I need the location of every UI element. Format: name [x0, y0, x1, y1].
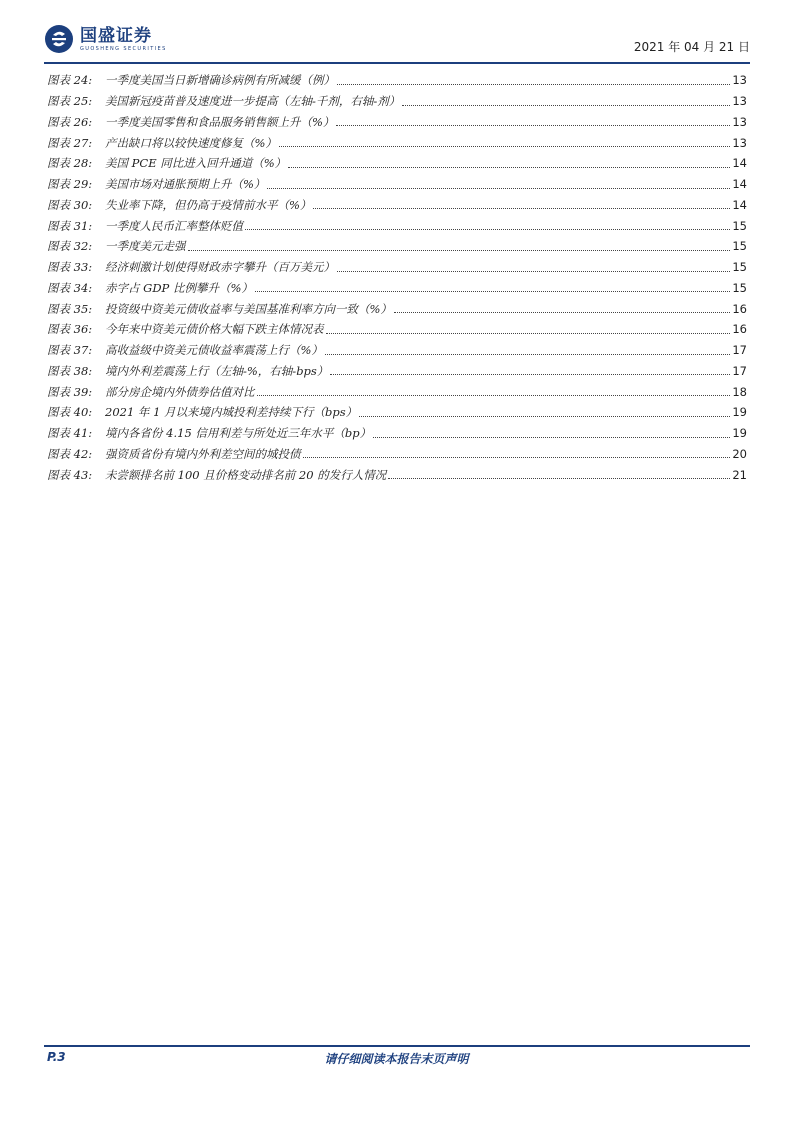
toc-leader-dots	[288, 167, 730, 168]
toc-figure-title: 经济刺激计划使得财政赤字攀升（百万美元）	[105, 260, 335, 275]
toc-entry[interactable]	[47, 381, 747, 402]
toc-figure-number: 图表 24:	[47, 73, 93, 88]
toc-page-number: 15	[732, 280, 747, 295]
toc-figure-title: 境内外利差震荡上行（左轴-%，右轴-bps）	[105, 363, 329, 378]
toc-entry[interactable]	[47, 257, 747, 278]
toc-figure-title: 高收益级中资美元债收益率震荡上行（%）	[105, 343, 323, 358]
toc-figure-number: 图表 27:	[47, 135, 93, 150]
toc-figure-number: 图表 28:	[47, 156, 93, 171]
toc-leader-dots	[394, 312, 730, 313]
toc-figure-number: 图表 30:	[47, 197, 93, 212]
toc-page-number: 13	[732, 73, 747, 88]
toc-page-number: 18	[732, 384, 747, 399]
toc-entry[interactable]	[47, 319, 747, 340]
toc-figure-number: 图表 39:	[47, 384, 93, 399]
toc-leader-dots	[188, 250, 731, 251]
toc-figure-title: 美国市场对通胀预期上升（%）	[105, 177, 266, 192]
toc-entry[interactable]	[47, 70, 747, 91]
toc-figure-title: 部分房企境内外债券估值对比	[105, 384, 255, 399]
toc-figure-title: 境内各省份 4.15 信用利差与所处近三年水平（bp）	[105, 426, 372, 441]
toc-leader-dots	[245, 229, 730, 230]
toc-page-number: 16	[732, 322, 747, 337]
toc-page-number: 20	[732, 446, 747, 461]
toc-figure-title: 强资质省份有境内外利差空间的城投债	[105, 446, 301, 461]
disclaimer-note: 请仔细阅读本报告末页声明	[324, 1052, 469, 1066]
toc-leader-dots	[303, 457, 731, 458]
toc-page-number: 16	[732, 301, 747, 316]
toc-page-number: 13	[732, 114, 747, 129]
toc-page-number: 13	[732, 135, 747, 150]
toc-figure-title: 产出缺口将以较快速度修复（%）	[105, 135, 277, 150]
toc-figure-title: 2021 年 1 月以来境内城投利差持续下行（bps）	[105, 405, 358, 420]
toc-figure-title: 失业率下降，但仍高于疫情前水平（%）	[105, 197, 312, 212]
toc-entry[interactable]	[47, 195, 747, 216]
toc-entry[interactable]	[47, 174, 747, 195]
toc-leader-dots	[267, 188, 730, 189]
page-number: P.3	[47, 1050, 66, 1064]
toc-figure-number: 图表 36:	[47, 322, 93, 337]
toc-page-number: 17	[732, 363, 747, 378]
toc-figure-number: 图表 25:	[47, 94, 93, 109]
toc-figure-number: 图表 38:	[47, 363, 93, 378]
toc-entry[interactable]	[47, 236, 747, 257]
toc-entry[interactable]	[47, 423, 747, 444]
toc-leader-dots	[330, 374, 730, 375]
toc-page-number: 21	[732, 467, 747, 482]
toc-figure-title: 投资级中资美元债收益率与美国基准利率方向一致（%）	[105, 301, 392, 316]
toc-page-number: 15	[732, 218, 747, 233]
toc-figure-title: 一季度美元走强	[105, 239, 186, 254]
guosheng-logo-icon	[44, 24, 74, 54]
toc-figure-number: 图表 43:	[47, 467, 93, 482]
toc-entry[interactable]	[47, 215, 747, 236]
toc-page-number: 14	[732, 156, 747, 171]
logo-chinese-name: 国盛证券	[80, 25, 152, 46]
toc-figure-number: 图表 32:	[47, 239, 93, 254]
toc-entry[interactable]	[47, 402, 747, 423]
figure-index-list	[47, 70, 747, 485]
logo-english-name: GUOSHENG SECURITIES	[80, 45, 167, 52]
toc-figure-title: 一季度人民币汇率整体贬值	[105, 218, 243, 233]
toc-entry[interactable]	[47, 112, 747, 133]
toc-figure-title: 一季度美国当日新增确诊病例有所减缓（例）	[105, 73, 335, 88]
toc-entry[interactable]	[47, 464, 747, 485]
toc-leader-dots	[313, 208, 730, 209]
toc-page-number: 17	[732, 343, 747, 358]
toc-figure-number: 图表 40:	[47, 405, 93, 420]
page-header	[44, 24, 750, 62]
toc-figure-title: 赤字占 GDP 比例攀升（%）	[105, 280, 253, 295]
toc-leader-dots	[359, 416, 730, 417]
toc-leader-dots	[373, 437, 730, 438]
footer-divider	[44, 1045, 750, 1047]
toc-figure-number: 图表 41:	[47, 426, 93, 441]
toc-leader-dots	[337, 84, 730, 85]
toc-entry[interactable]	[47, 361, 747, 382]
toc-figure-number: 图表 37:	[47, 343, 93, 358]
toc-figure-number: 图表 34:	[47, 280, 93, 295]
toc-page-number: 15	[732, 260, 747, 275]
toc-figure-number: 图表 31:	[47, 218, 93, 233]
toc-figure-number: 图表 42:	[47, 446, 93, 461]
toc-figure-number: 图表 35:	[47, 301, 93, 316]
toc-page-number: 14	[732, 177, 747, 192]
toc-figure-title: 一季度美国零售和食品服务销售额上升（%）	[105, 114, 335, 129]
toc-entry[interactable]	[47, 91, 747, 112]
toc-figure-title: 美国新冠疫苗普及速度进一步提高（左轴-千剂，右轴-剂）	[105, 94, 401, 109]
toc-leader-dots	[279, 146, 730, 147]
report-date: 2021 年 04 月 21 日	[633, 40, 750, 54]
toc-page-number: 13	[732, 94, 747, 109]
toc-entry[interactable]	[47, 340, 747, 361]
toc-leader-dots	[402, 105, 730, 106]
toc-page-number: 19	[732, 426, 747, 441]
toc-page-number: 14	[732, 197, 747, 212]
toc-entry[interactable]	[47, 132, 747, 153]
toc-leader-dots	[337, 271, 730, 272]
toc-entry[interactable]	[47, 153, 747, 174]
header-divider	[44, 62, 750, 64]
toc-entry[interactable]	[47, 444, 747, 465]
toc-figure-title: 未尝额排名前 100 且价格变动排名前 20 的发行人情况	[105, 467, 387, 482]
toc-leader-dots	[325, 354, 730, 355]
toc-leader-dots	[326, 333, 731, 334]
company-logo	[44, 24, 167, 54]
toc-page-number: 19	[732, 405, 747, 420]
toc-leader-dots	[388, 478, 730, 479]
toc-entry[interactable]	[47, 278, 747, 299]
toc-entry[interactable]	[47, 298, 747, 319]
toc-leader-dots	[336, 125, 730, 126]
toc-figure-number: 图表 26:	[47, 114, 93, 129]
toc-figure-title: 今年来中资美元债价格大幅下跌主体情况表	[105, 322, 324, 337]
toc-leader-dots	[255, 291, 730, 292]
toc-figure-title: 美国 PCE 同比进入回升通道（%）	[105, 156, 287, 171]
toc-figure-number: 图表 33:	[47, 260, 93, 275]
toc-figure-number: 图表 29:	[47, 177, 93, 192]
toc-leader-dots	[257, 395, 731, 396]
toc-page-number: 15	[732, 239, 747, 254]
